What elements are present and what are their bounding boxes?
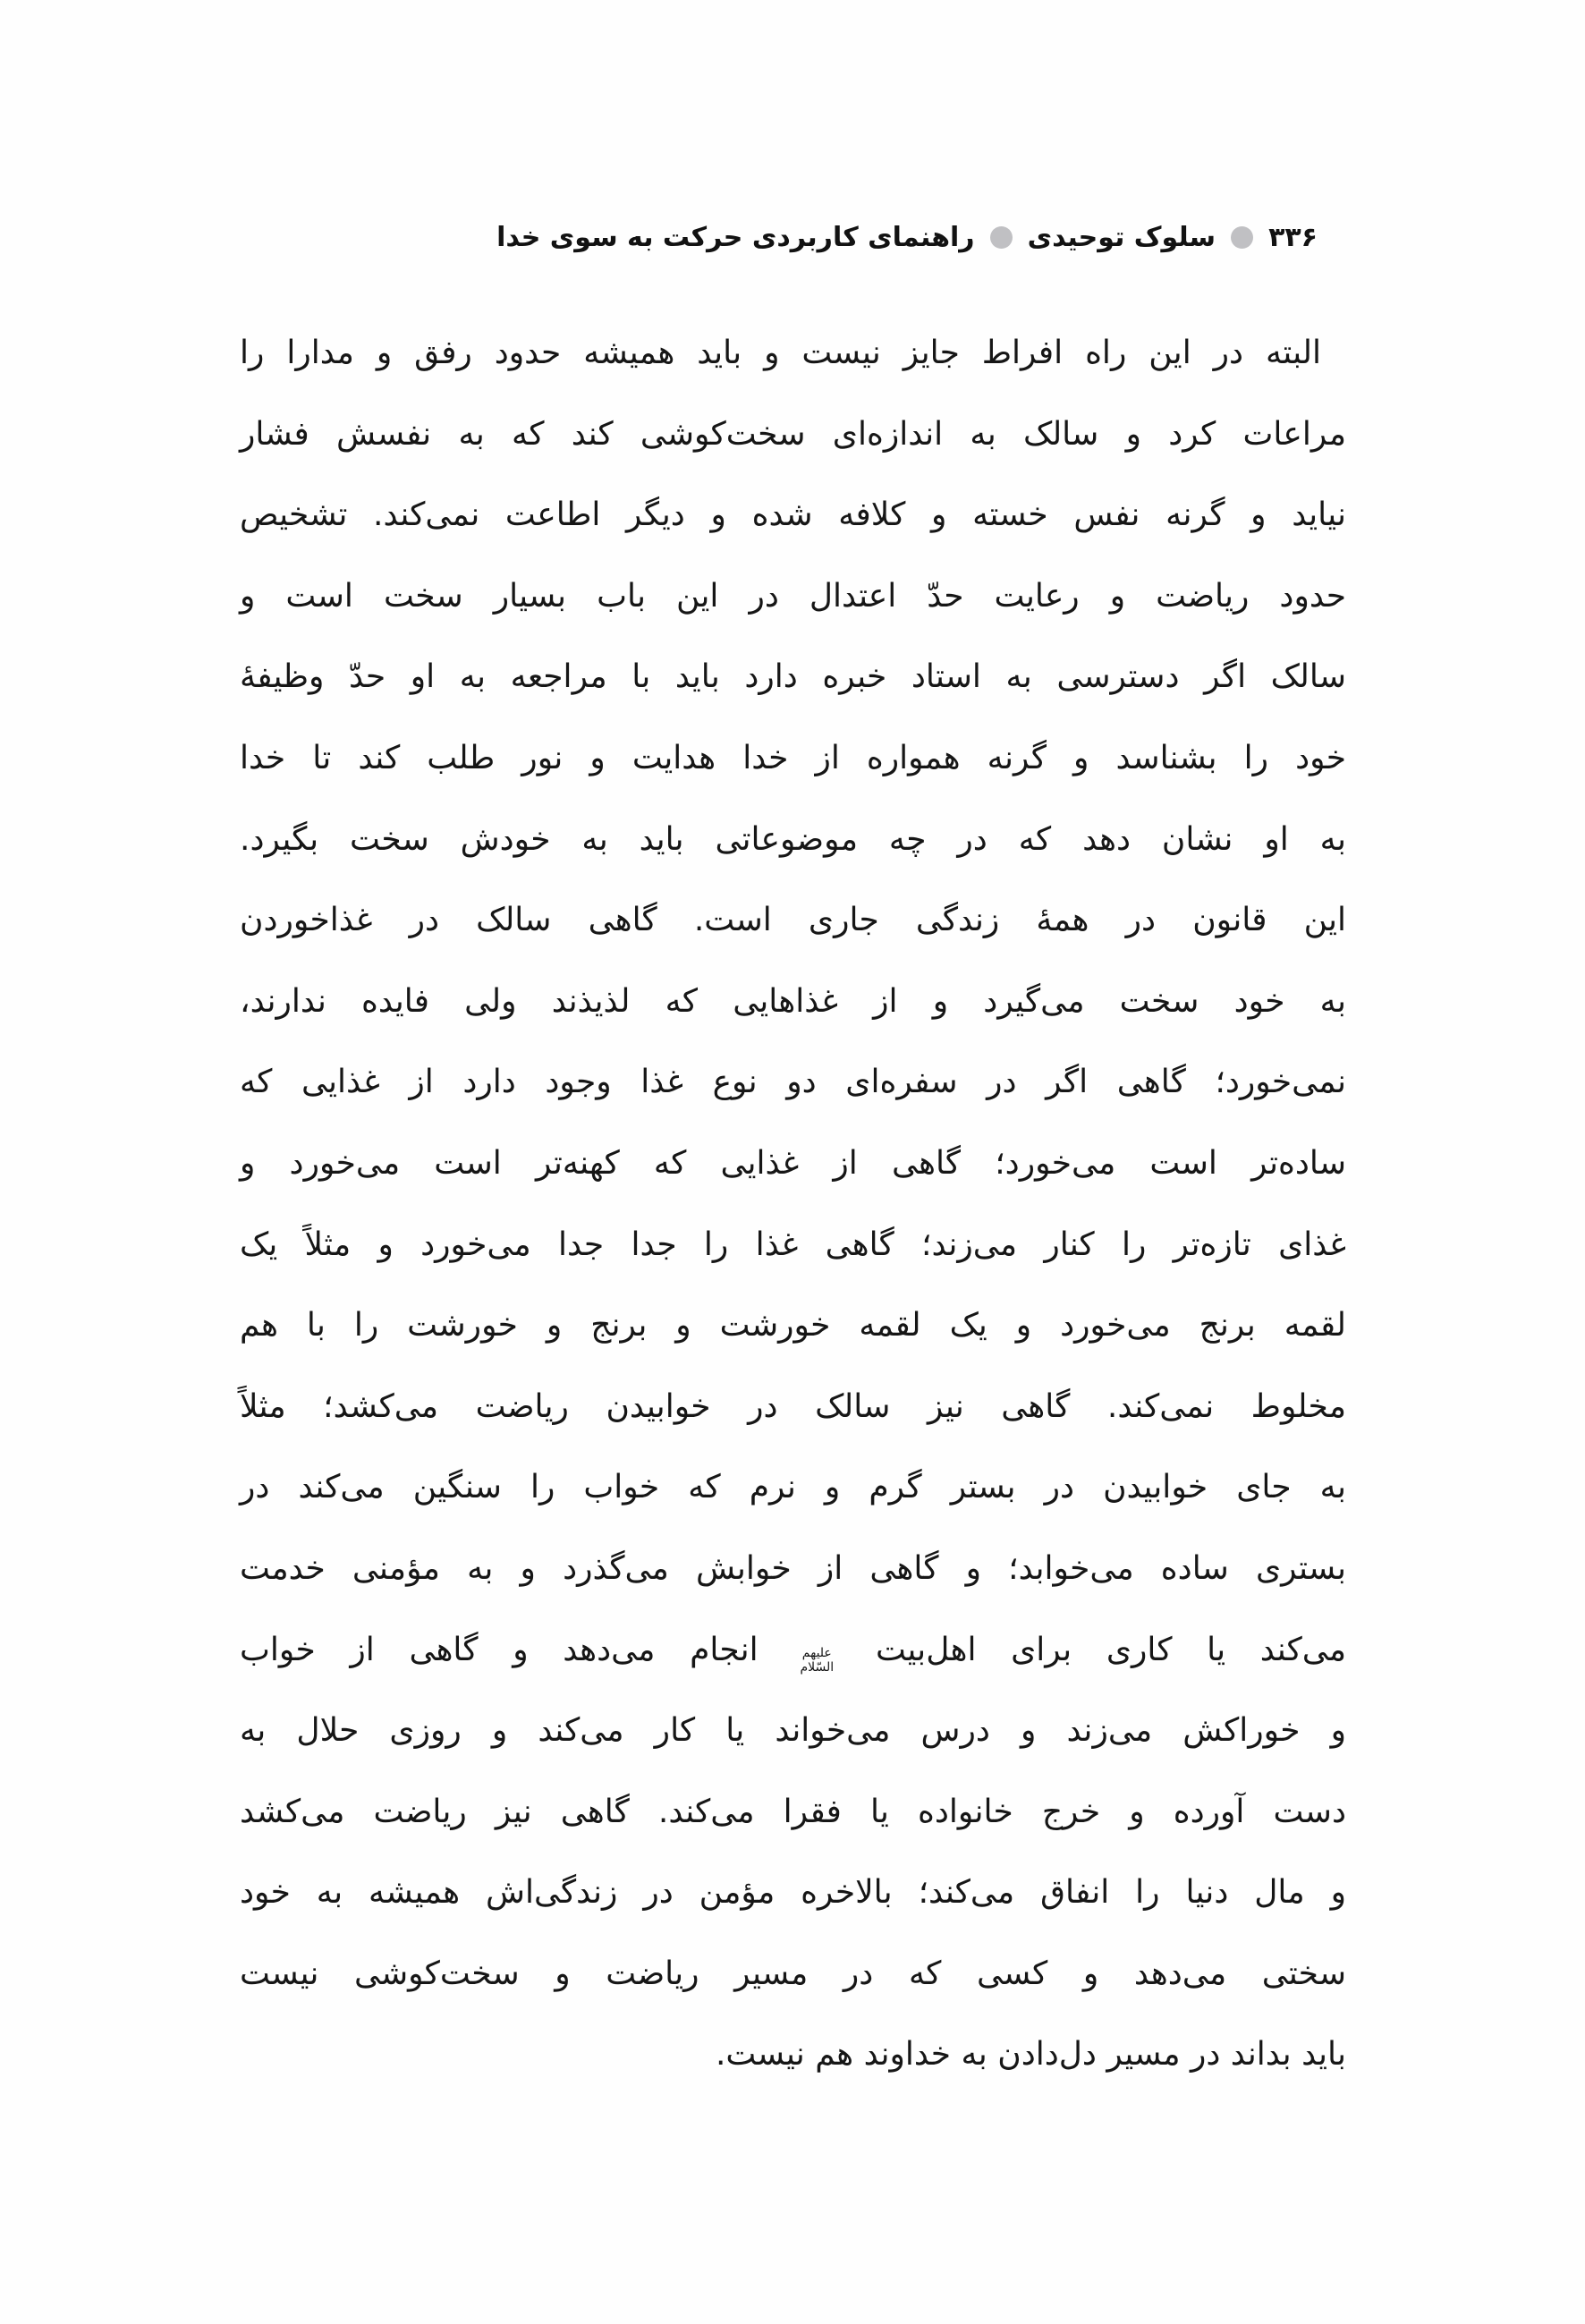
text-line: سالک اگر دسترسی به استاد خبره دارد باید با مراجعه به او حدّ وظیفهٔ xyxy=(240,658,1346,696)
text-line: بستری ساده می‌خوابد؛ و گاهی از خوابش می‌گذرد و به مؤمنی خدمت xyxy=(240,1549,1346,1587)
running-head-subtitle: راهنمای کاربردی حرکت به سوی خدا xyxy=(496,222,975,253)
separator-dot-icon xyxy=(1231,226,1253,249)
text-line: و مال دنیا را انفاق می‌کند؛ بالاخره مؤمن در زندگی‌اش همیشه به خود xyxy=(240,1874,1346,1912)
text-segment: انجام می‌دهد و گاهی از خواب xyxy=(240,1631,759,1668)
honorific-alayhim-salam-icon: علیهم السّلام xyxy=(800,1646,835,1675)
text-line: باید بداند در مسیر دل‌دادن به خداوند هم نیست. xyxy=(715,2036,1346,2074)
text-line: این قانون در همهٔ زندگی جاری است. گاهی سالک در غذاخوردن xyxy=(240,902,1346,939)
paragraph-2 xyxy=(240,880,1346,2096)
running-head xyxy=(496,222,1318,253)
text-segment: می‌کند یا کاری برای اهل‌بیت xyxy=(875,1631,1346,1668)
text-line: به او نشان دهد که در چه موضوعاتی باید به خودش سخت بگیرد. xyxy=(240,820,1346,858)
page-number: ۳۳۶ xyxy=(1268,222,1318,253)
separator-dot-icon xyxy=(990,226,1013,249)
book-title: سلوک توحیدی xyxy=(1027,222,1216,253)
text-line: البته در این راه افراط جایز نیست و باید همیشه حدود رفق و مدارا را xyxy=(240,335,1321,371)
text-line: حدود ریاضت و رعایت حدّ اعتدال در این باب بسیار سخت است و xyxy=(240,577,1346,615)
text-line: لقمه برنج می‌خورد و یک لقمه خورشت و برنج و خورشت را با هم xyxy=(240,1307,1346,1344)
text-line: به خود سخت می‌گیرد و از غذاهایی که لذیذند ولی فایده ندارند، xyxy=(240,982,1346,1020)
text-line: سختی می‌دهد و کسی که در مسیر ریاضت و سخت‌کوشی نیست xyxy=(240,1955,1346,1992)
text-line-with-honorific xyxy=(240,1610,1346,1692)
text-line: مراعات کرد و سالک به اندازه‌ای سخت‌کوشی کند که به نفسش فشار xyxy=(240,415,1346,453)
text-line: غذای تازه‌تر را کنار می‌زند؛ گاهی غذا را جدا جدا می‌خورد و مثلاً یک xyxy=(240,1226,1346,1263)
text-line: مخلوط نمی‌کند. گاهی نیز سالک در خوابیدن ریاضت می‌کشد؛ مثلاً xyxy=(240,1387,1346,1425)
text-line: دست آورده و خرج خانواده یا فقرا می‌کند. گاهی نیز ریاضت می‌کشد xyxy=(240,1793,1346,1830)
text-line: نمی‌خورد؛ گاهی اگر در سفره‌ای دو نوع غذا وجود دارد از غذایی که xyxy=(240,1064,1346,1101)
text-line: و خوراکش می‌زند و درس می‌خواند یا کار می‌کند و روزی حلال به xyxy=(240,1712,1346,1750)
text-line: ساده‌تر است می‌خورد؛ گاهی از غذایی که کهنه‌تر است می‌خورد و xyxy=(240,1144,1346,1182)
text-line: خود را بشناسد و گرنه همواره از خدا هدایت و نور طلب کند تا خدا xyxy=(240,739,1346,776)
text-line: نیاید و گرنه نفس خسته و کلافه شده و دیگر اطاعت نمی‌کند. تشخیص xyxy=(240,496,1346,534)
paragraph-1 xyxy=(240,313,1346,880)
page-body-text xyxy=(240,313,1346,2096)
text-line: به جای خوابیدن در بستر گرم و نرم که خواب را سنگین می‌کند در xyxy=(240,1469,1346,1506)
